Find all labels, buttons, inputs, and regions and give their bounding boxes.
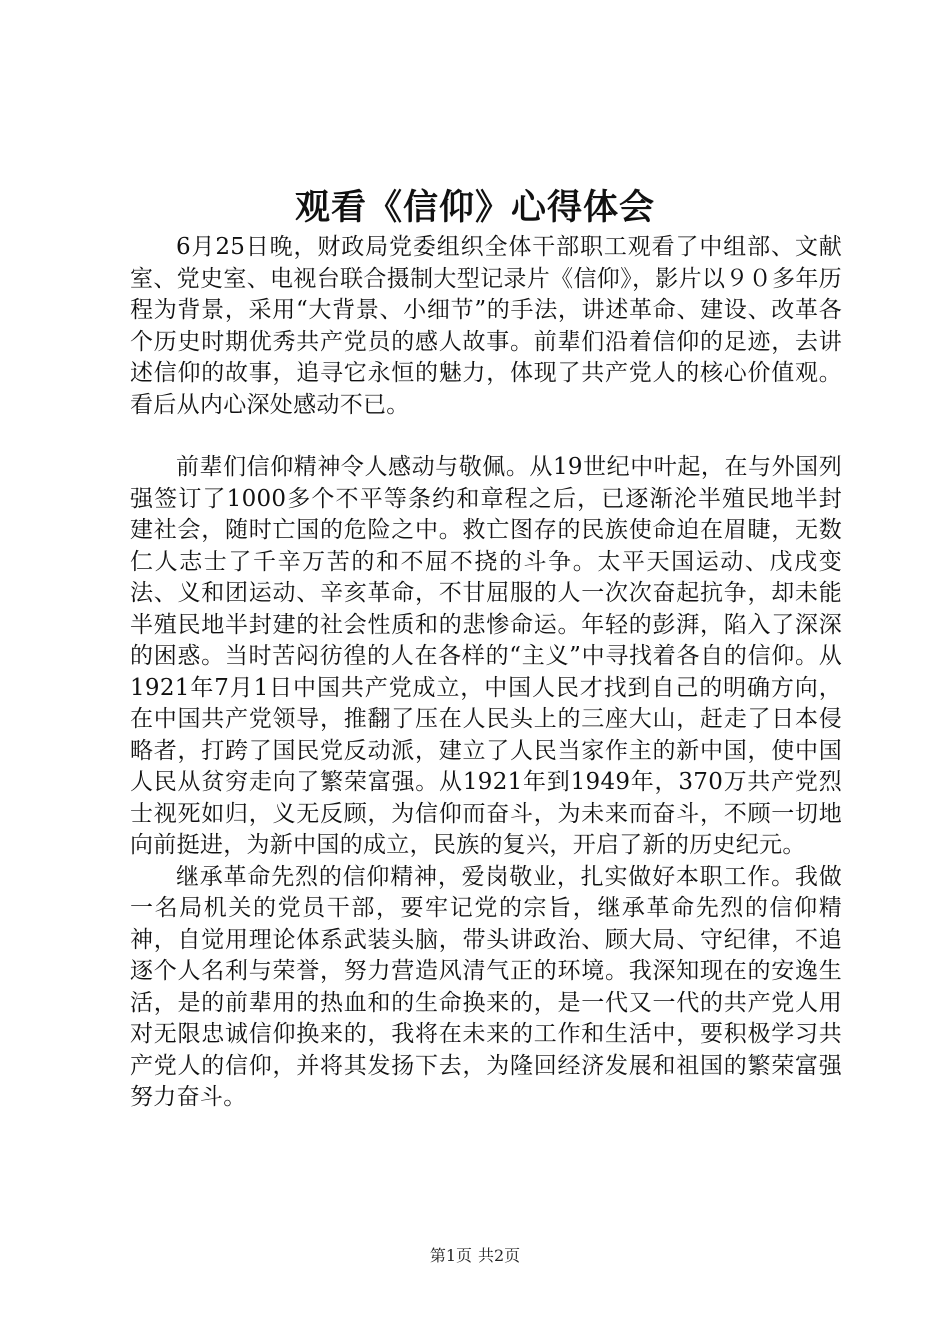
document-body [130, 232, 842, 1114]
document-title: 观看《信仰》心得体会 [294, 187, 655, 228]
paragraph-2: 前辈们信仰精神令人感动与敬佩。从19世纪中叶起，在与外国列强签订了1000多个不平等条约和章程之后，已逐渐沦半殖民地半封建社会，随时亡国的危险之中。救亡图存的民族使命迫在眉睫，无数仁人志士了千辛万苦的和不屈不挠的斗争。太平天国运动、戊戌变法、义和团运动、辛亥革命，不甘屈服的人一次次奋起抗争，却未能半殖民地半封建的社会性质和的悲惨命运。年轻的彭湃，陷入了深深的困惑。当时苦闷彷徨的人在各样的“主义”中寻找着各自的信仰。从1921年7月1日中国共产党成立，中国人民才找到自己的明确方向，在中国共产党领导，推翻了压在人民头上的三座大山，赶走了日本侵略者，打跨了国民党反动派，建立了人民当家作主的新中国，使中国人民从贫穷走向了繁荣富强。从1921年到1949年，370万共产党烈士视死如归，义无反顾，为信仰而奋斗，为未来而奋斗，不顾一切地向前挺进，为新中国的成立，民族的复兴，开启了新的历史纪元。 [130, 454, 842, 858]
page-total: 共2页 [478, 1246, 521, 1265]
page-footer [0, 1244, 950, 1268]
paragraph-1: 6月25日晚，财政局党委组织全体干部职工观看了中组部、文献室、党史室、电视台联合摄制大型记录片《信仰》，影片以９０多年历程为背景，采用“大背景、小细节”的手法，讲述革命、建设、改革各个历史时期优秀共产党员的感人故事。前辈们沿着信仰的足迹，去讲述信仰的故事，追寻它永恒的魅力，体现了共产党人的核心价值观。看后从内心深处感动不已。 [130, 234, 842, 418]
page-number: 第1页 [429, 1246, 472, 1265]
paragraph-spacer [130, 421, 842, 452]
paragraph-3: 继承革命先烈的信仰精神，爱岗敬业，扎实做好本职工作。我做一名局机关的党员干部，要牢记党的宗旨，继承革命先烈的信仰精神，自觉用理论体系武装头脑，带头讲政治、顾大局、守纪律，不追逐个人名利与荣誉，努力营造风清气正的环境。我深知现在的安逸生活，是的前辈用的热血和的生命换来的，是一代又一代的共产党人用对无限忠诚信仰换来的，我将在未来的工作和生活中，要积极学习共产党人的信仰，并将其发扬下去，为隆回经济发展和祖国的繁荣富强努力奋斗。 [130, 863, 842, 1110]
